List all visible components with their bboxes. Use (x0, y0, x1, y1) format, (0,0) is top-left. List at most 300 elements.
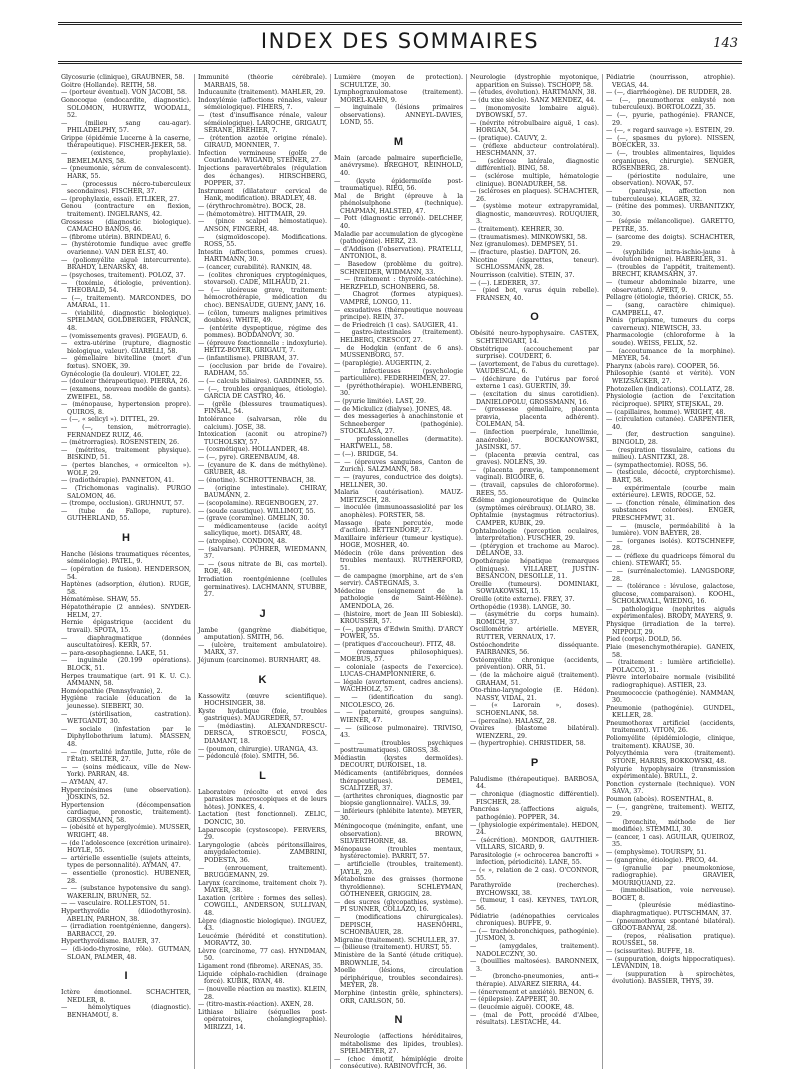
index-entry: — (prophylaxie, essai). ETLIKER, 27. (61, 195, 180, 203)
index-entry: — (colites chroniques cryptogéniques, stovarsol). CADE, MILHAUD, 21. (198, 271, 327, 287)
index-entry: — para-œsophagienne. LAKE, 51. (61, 649, 169, 657)
index-entry: Pharynx (abcès rare). COOPER, 56. (606, 362, 720, 370)
index-entry: Maladie par accumulation de glycogène (pathogénie). HERZ, 23. (334, 230, 463, 246)
index-entry: Lithiase biliaire (séquelles post-opératoires, cholangiographie). MIRIZZI, 14. (198, 1008, 327, 1031)
index-entry: — (—, tension, métrorragie). FERNANDEZ RUIZ, 46. (61, 424, 191, 439)
index-entry: Oreille (tumeurs). DOMINIAKI, SOWIAKOWSKI, 15. (470, 580, 599, 596)
index-entry: Gonocoque (endocardite, diagnostic). SOLOMON, HURWITZ, WOODALL, 52. (61, 97, 191, 120)
index-entry: — (scopolamine). REGENBOGEN, 27. (198, 499, 319, 507)
index-entry: — (sépsie mélancolique). GARETTO, PETRE, 35. (606, 218, 735, 233)
page-number: 143 (713, 36, 738, 51)
index-entry: Neurologie (dystrophie myotonique, apparition en Suisse). TSCHOPP, 58. (470, 74, 599, 89)
index-entry: — (test d'insuffisance rénale, valeur séméiologique). LAROCHE, GRIGAUT, SÉRANE, BRÉHIER, 7. (198, 112, 327, 135)
index-entry: — (enrouement, traitement). BRUGGEMANN, 29. (198, 864, 327, 879)
index-entry: Inducaunite (traitement). MAHLER, 29. (198, 89, 326, 97)
index-entry: — (tumeur, 1 cas). KEYNES, TAYLOR, 56. (470, 897, 599, 912)
index-entry: Ostéomyélite chronique (accidents, prévention). ORR, 51. (470, 656, 599, 672)
index-entry: — (bilieuse (traitement). HURST, 55. (334, 944, 452, 952)
index-entry: — infectieuses (psychologie particulière). FEDERHEIMEN, 27. (334, 367, 463, 382)
index-entry: Glycosurie (clinique), GRAUBNER, 58. (61, 74, 185, 81)
index-entry: Ponction cysternale (technique). VON SAVA, 37. (606, 780, 735, 796)
index-entry: — (réflexe abducteur controlatéral). HESCHMANN, 37. (470, 142, 599, 158)
index-entry: Intolérance (salvarsan, rôle du calcium). JOSE, 38. (198, 416, 327, 431)
index-column (194, 74, 330, 1069)
index-entry: — (Trichomonas vaginalis). PURGO SALOMON, 46. (61, 485, 191, 500)
index-entry: — (hystérotomie fundique avec greffe ovarienne). VAN DER ELST, 40. (61, 241, 191, 256)
index-entry: — (traitement : lumière artificielle). POLACCO, 31. (606, 659, 735, 674)
index-entry: — (—, traitement). MARCONDES, DO AMARAL, 11. (61, 294, 191, 310)
index-entry: — (gangrène, étiologie). PRCO, 44. (606, 856, 718, 864)
index-entry: — — (traitement : thyroïde-catéchine). HERZFELD, SCHONBERG, 58. (334, 276, 463, 291)
index-entry: Hygiène raciale (éducation de la jeunesse). SIEBERT, 30. (61, 695, 191, 710)
index-entry: — (pied bot, varus équin rebelle). FRANSEN, 40. (470, 287, 599, 302)
index-entry: — — (rayures, conductrice des doigts). HELLNER, 30. (334, 474, 463, 489)
index-entry: — (—, papyrus d'Edwin Smith). D'ARCY POWER, 55. (334, 625, 463, 641)
index-entry: — (grave (coramine). GMELIN, 30. (198, 515, 310, 523)
index-entry: — légale (avortement, cadres anciens). WACHHOLZ, 57. (334, 678, 463, 694)
index-entry: Laryngologie (abcès péritonsillaires, amygdalectomie). ZAMBRINI, PODESTA, 36. (198, 841, 327, 864)
index-entry: — (métrites, traitement physique). BISKIND, 51. (61, 446, 191, 462)
index-entry: Poumon (abcès). ROSENTHAL, 8. (606, 795, 714, 803)
index-entry: — (« », relation de 2 cas). O'CONNOR, 55. (470, 867, 599, 882)
index-entry: Herpes traumatique (art. 91 K. U. C.). AMMANN, 58. (61, 672, 191, 688)
index-entry: — (ulcère, traitement ambulatoire). MARX, 37. (198, 641, 327, 657)
index-entry: — pédonculé (foie). SMITH, 56. (198, 753, 299, 761)
index-entry: — Pott (diagnostic erroné). DELCHEF, 40. (334, 215, 463, 230)
index-entry: — Chagrot (formes atypiques). VAMPRÉ, LONGO, 11. (334, 291, 463, 306)
index-entry: — (travail, capsules de chloroforme). REES, 55. (470, 482, 599, 497)
index-entry: Poliomyélite (épidémiologie, clinique, traitement). KRAUSE, 30. (606, 735, 735, 750)
index-entry: — (grêle (blessures traumatiques). FINSAL, 54. (198, 400, 327, 416)
index-entry: Hanche (lésions traumatiques récentes, séméiologie). PATEL, 9. (61, 550, 191, 566)
index-entry: — (suppuration à spirochètes, évolution). BASSIER, THYS, 39. (606, 970, 735, 986)
index-entry: Goitre (Hollande). REITH, 58. (61, 81, 157, 89)
index-entry: — de Hodgkin (enfant de 6 ans). MUSSENBORG, 57. (334, 344, 463, 360)
index-entry: Morphine (intestin grêle, sphincters). ORR, CARLSON, 50. (334, 990, 463, 1005)
index-entry: Philosophie (santé et vérité). VON WEIZSÄCKER, 27. (606, 370, 735, 385)
index-entry: Paludisme (thérapeutique). BARBOSA, 44. (470, 775, 599, 791)
index-entry: Kassowitz (œuvre scientifique). HOCHSINGER, 38. (198, 692, 327, 707)
index-entry: Mal de Bright (épreuve à la phénolsulphone (technique). CHAPMAN, HALSTED, 47. (334, 192, 463, 215)
index-entry: — — (identification du sang). NICOLESCO, 26. (334, 694, 463, 709)
index-entry: Polycythémia vera (traitement). STONE, HARRIS, BOKKOWSKI, 48. (606, 750, 735, 765)
index-entry: Œdème angioneurotique de Quincke (symptômes cérébraux). OLIARO, 38. (470, 497, 599, 512)
index-entry: Leucémie (hérédité et constitution). MORAVTZ, 30. (198, 932, 327, 948)
index-entry: — (—). LEDERER, 37. (470, 279, 541, 287)
index-entry: — Basedow (problème du goitre). SCHNEIDER, WIDMANN, 33. (334, 261, 463, 276)
index-entry: — (paraplégie). AUGERTIN, 2. (334, 359, 432, 367)
index-entry: Orthopédie (1938). LANGE, 30. (470, 603, 571, 611)
index-entry: — (« Larorain », doses). SCHOENLANK, 58. (470, 702, 599, 717)
index-entry: Pénis (priapisme, tumeurs du corps caverneux). NIEWISCH, 33. (606, 317, 735, 332)
index-entry: Homéopathie (Pennsylvanie), 2. (61, 687, 163, 695)
index-entry: — — (mortalité infantile, Jutte, rôle de l'État). SELTER, 27. (61, 748, 191, 763)
index-entry: — (atropine). CONDON, 48. (198, 538, 287, 546)
index-entry: — (salvarsan). PÜHRER, WIEDMANN, 37. (198, 545, 327, 561)
index-entry: — (origine intestinale). CHIRAY, BAUMANN, 2. (198, 484, 327, 500)
index-entry: Intoxication (aconit ou atropine?) TUCHOLSKY, 57. (198, 431, 327, 446)
index-entry: — (broncho-pneumonies, anti-« thérapie). ALVAREZ SIERRA, 44. (470, 973, 599, 988)
index-entry: — (—, pyre). GREENBAUM, 48. (198, 454, 300, 462)
index-entry: — (leucémie aiguë). COOKE, 48. (470, 1003, 575, 1011)
index-entry: — — (surrénalectomie). LANGSDORF, 28. (606, 568, 735, 583)
index-entry: Moelle (lésions, circulation périphérique, troubles secondaires). MEYER, 28. (334, 967, 463, 990)
index-entry: Intestin (affections, pommes crues). HARTMANN, 30. (198, 248, 327, 264)
index-entry: — (amygdales, traitement). NADOLECZNY, 30. (470, 943, 599, 958)
index-entry: — (grossesse gémellaire, placenta prævia, placenta adhérent). COLEMAN, 54. (470, 406, 599, 429)
index-entry: — (capillaires, homme). WRIGHT, 48. (606, 408, 726, 416)
index-entry: Médiastin (kystes dermoïdes). DECOURT, DUROISEL, 18. (334, 754, 463, 770)
index-entry: — (névrite rétrobulbaire aiguë, 1 cas). HORGAN, 54. (470, 119, 599, 135)
index-column (58, 74, 194, 1069)
index-entry: — de Friedreich (1 cas). SAUGIER, 41. (334, 321, 459, 329)
index-entry: — (existence, prophylaxie). BEMELMANS, 58. (61, 150, 191, 165)
index-entry: — d'Addison (l'observation). PRATELLI, ANTONIOL, 8. (334, 245, 463, 261)
index-entry: — (excitation du sinus carotidien). DANIELOPOLU, GROSSMANN, 16. (470, 391, 599, 406)
index-entry: — (médiastin). ALEXANDRESCU-DERSCA, STROESCU, FOSCA, DIAMANT, 18. (198, 722, 327, 745)
index-entry: — artérielle essentielle (sujets atteints, types de personnalité). AYMAN, 47. (61, 854, 191, 870)
index-entry: — (—, « selicyl »). DITTEL, 29. (61, 416, 160, 424)
index-entry: — (poliomyélite aiguë intercurrente). BRAHDY, LENARSKY, 48. (61, 256, 191, 272)
index-entry: — (pratique). CAUVY, 2. (470, 134, 547, 142)
index-entry: Oscillométrie artérielle. MEYER, RUTTER, VERNAUX, 17. (470, 626, 599, 641)
index-entry: — (pneumothorax spontané bilatéral). GROOT-BANYAI, 28. (606, 917, 735, 933)
index-entry: — (psychoses, traitement). POLOZ, 37. (61, 271, 186, 279)
index-entry: — — (muscle, perméabilité à la lumière). VON BAEYER, 28. (606, 522, 735, 537)
index-entry: — exsudatives (thérapeutique nouveau principe). REIN, 37. (334, 306, 463, 322)
index-entry: Haptènes (adsorption, élution). RUGE, 58. (61, 581, 191, 596)
index-entry: — (rétine des pommes). URBANITZKY, 30. (606, 203, 735, 218)
index-entry: — (remarques philosophiques). MOEBUS, 57. (334, 648, 463, 664)
index-entry: Pneumonie (pathogénie). GUNDEL, KELLER, 28. (606, 704, 735, 720)
index-entry: — sociale (infestation par le Diphyllobothrium latum). MASSEN, 48. (61, 725, 191, 748)
index-entry: — (sarcome des doigts). SCHACHTER, 29. (606, 233, 735, 249)
index-entry: — (cancer, 1 cas). AGUILAR, QUEIROZ, 35. (606, 833, 735, 849)
index-entry: Massage (pate percutée, mode d'action). BETTENDORF, 27. (334, 519, 463, 535)
index-entry: — (vomissements graves). PIGEAUD, 6. (61, 332, 188, 340)
index-entry: — (—, pneumothorax enkysté non tuberculeux). BORTOLOZZI, 35. (606, 96, 735, 112)
index-entry: — (physiologie expérimentale). HEDON, 24. (470, 821, 599, 836)
index-entry: — essentielle (pronostic). HUBENER, 28. (61, 870, 191, 885)
index-entry: — (bronchite, méthode de lier modifiée). STEMMLI, 30. (606, 818, 735, 834)
index-entry: Polyurie hypophysaire (transmission expérimentale). BRULL, 2. (606, 765, 735, 780)
page-header (58, 22, 742, 64)
index-entry: — — (silicose pulmonaire). TRIVISO, 43. (334, 724, 463, 739)
index-entry: Lumière (moyen de protection). SCHULTZE, 30. (334, 74, 463, 89)
index-entry: — (—, pyurie, pathogénie). FRANCE, 29. (606, 112, 735, 127)
index-entry: — (avortement, de l'abus du curettage). VAUDESCAL, 6. (470, 360, 599, 376)
index-entry: Laxation (critère : formes des selles). COWGILL, ANDERSON, SULLIVAN, 48. (198, 894, 327, 917)
index-entry: Médecin (rôle dans prévention des troubles mentaux). RUTHERFORD, 51. (334, 549, 463, 572)
index-entry: Maxillaire inférieur (tumeur kystique). HOGE, MOSHER, 40. (334, 534, 463, 550)
index-entry: — (milieu sang cau-agar). PHILADELPHY, 57. (61, 119, 191, 135)
section-letter: M (393, 135, 404, 148)
index-entry: Grossesse (diagnostic biologique). CAMACHO BANOS, 46. (61, 218, 191, 234)
index-entry: — — (fonction rénale, élimination des substances colorées). ENGER, PRESCHFMWT, 31. (606, 499, 735, 522)
index-entry: Pneumothorax artificiel (accidents, traitement). VITON, 26. (606, 719, 735, 735)
index-entry: Migraine (traitement). SCHULLER, 37. (334, 936, 460, 944)
index-entry: Plaie (mesenchymothérapie). GANEIX, 58. (606, 644, 735, 659)
index-entry: — (porteur éventuel). VON JACOBI, 58. (61, 89, 188, 97)
index-entry: Pancréas (affections aiguës, pathogénie). POPPER, 34. (470, 806, 599, 821)
index-entry: — (arthrites chroniques, diagnostic par biopsie ganglionnaire). VALLS, 39. (334, 792, 463, 808)
index-entry: — médicamenteuse (acide acétyl salicylique, mort). DISARY, 48. (198, 522, 327, 538)
index-entry: — (pyurie limitée). LAST, 29. (334, 397, 426, 405)
index-entry: Nourrisson (calvitie). STEIN, 37. (470, 272, 575, 279)
index-entry: — (fracture, plastie). DAPTON, 26. (470, 249, 581, 257)
index-entry: Parasitologie (« ochrocerea bancrofti » infection, périodicité). LANE, 55. (470, 851, 599, 867)
index-entry: — (ptérygion et trachome au Maroc). DELANOE, 33. (470, 542, 599, 558)
index-entry: Ostéochondrite disséquante. FAIRBANKS, 56. (470, 641, 599, 657)
index-entry: — — (épreuves sanguines, Canton de Zurich). SALZMANN, 58. (334, 458, 463, 474)
index-entry: — (tube de Fallope, rupture). GUTHERLAND, 55. (61, 507, 191, 523)
index-entry: — (ménopause, hypertension propre). QUIROS, 8. (61, 401, 191, 416)
index-entry: — (di-iodo-thyrosine, rôle). GUTMAN, SLOAN, PALMER, 48. (61, 946, 191, 961)
section-letter: I (124, 970, 128, 983)
index-entry: — (scléroses en plaques). SCHACHTER, 26. (470, 188, 599, 203)
index-entry: — (processus nécro-tuberculeux secondaires). FISCHER, 37. (61, 180, 191, 195)
index-entry: — (immobilisation, voie nerveuse). BOGET, 8. (606, 887, 735, 902)
index-entry: — (douleur thérapeutique). PIERRA, 26. (61, 378, 190, 386)
index-entry: — (viabilité, diagnostic biologique). SPIELMAN, GOLDBERGER, FRANCK, 48. (61, 309, 191, 332)
index-entry: — (rétention azotée origine rénale). GIRAUD, MONNIER, 7. (198, 134, 327, 150)
index-entry: — gémellaire bivitelline (mort d'un fœtus). SNOEK, 39. (61, 355, 191, 370)
index-entry: — des messageries à anachinstonie et Schneeberger (pathogénie). STOCKLASA, 27. (334, 413, 463, 436)
index-entry: — (pyréthothérapie). WOHLENBERG, 30. (334, 382, 463, 398)
index-entry: — (énotine). SCHROTTENBACH, 38. (198, 476, 316, 484)
index-entry: — (scissurites). BUFFE, 18. (606, 947, 695, 955)
index-entry: — inférieurs (phlébite latente). MEYER, 30. (334, 807, 463, 823)
index-entry: — inguinale (lésions primaires observations). ANNEYL-DAVIES, LOND, 55. (334, 104, 463, 127)
index-entry: — chronique (diagnostic différentiel). FISCHER, 28. (470, 791, 599, 806)
index-entry: Obésité neuro-hypophysaire. CASTEX, SCHTEINGART, 14. (470, 330, 599, 345)
index-entry: — (fibrome utérin). BRINDEAU, 6. (61, 233, 171, 241)
index-entry: — (pneumonie, sérum de convalescent). HARK, 55. (61, 165, 191, 180)
index-entry: — (placenta prævia, tamponnement vaginal). BIGOIRE, 6. (470, 466, 599, 482)
index-entry: Pédiatrie (adénopathies cervicales chroniques). BUFFE, 9. (470, 912, 599, 928)
index-entry: Pharmacologie (chloroforme à la soude). WEISS, FELIX, 52. (606, 332, 735, 347)
index-entry: — — (tolérance : lévulose, galactose, glucose, comparaison). KOOHL, SCHOLKWALL, WIEDNG, 16. (606, 583, 735, 606)
index-entry: — (monomyosite lombaire aiguë). DYBOWSKI, 57. (470, 104, 599, 120)
section-letter: O (530, 311, 539, 324)
index-entry: — (respiration tissulaire, cations du milieu). LASNITZKI, 28. (606, 446, 735, 462)
index-entry: — (asymétrie du corps humain). ROMICH, 37. (470, 611, 599, 626)
index-entry: Ictère émotionnel. SCHACHTER, NEDLER, 8. (61, 989, 191, 1004)
index-entry: Médicaments (antifébriques, données thérapeutiques). DEMEL, SCALITZER, 37. (334, 770, 463, 793)
index-entry: — — (substance hypotensive du sang). WAKERLIN, BRUNER, 52. (61, 885, 191, 900)
index-entry: Hyperthyroïdie (diiodothyrosin). ABELIN, PARHON, 38. (61, 908, 191, 923)
index-entry: — (accoutumance de la morphine). MEYER, 54. (606, 347, 735, 363)
index-entry: Photozellen (indications). COLLATZ, 28. (606, 385, 735, 393)
index-entry: — (—, troubles alimentaires, liquides organiques, chirurgie). SENGER, ROSENBERG, 28. (606, 150, 735, 173)
index-entry: Indoxylémie (affections rénales, valeur séméiologique). FIHERS, 7. (198, 96, 327, 112)
index-entry: — hémolytiques (diagnostic). BENHAMOU, 8. (61, 1004, 191, 1019)
index-entry: — (sang, caractère chimique). CAMPBELL, 47. (606, 302, 735, 317)
index-entry: — (paralysie, affection non tuberculeuse). KLAGER, 32. (606, 188, 735, 203)
index-entry: Irradiation roentgénienne (cellules germinatives). LACHMANN, STUBBE, 27. (198, 576, 327, 599)
index-entry: Ophtalmologie (perception oculaires, interprétation). FUSCHER, 29. (470, 527, 599, 543)
index-entry: Plèvre interlobaire normale (visibilité radiographique). ASTIER, 23. (606, 674, 735, 689)
index-entry: Malaria (cautérisation). MAUZ-MIETZSCH, 28. (334, 489, 463, 504)
index-entry: Physique (irradiation de la terre). NIPPOLT, 29. (606, 621, 735, 636)
index-entry: — (granulie par pneumokoniose, radiographie). GRAVIER, MOURIQUAND, 22. (606, 864, 735, 887)
index-entry: — expérimentale (courbe main extérieure). LEWIS, ROCGE, 52. (606, 484, 735, 500)
index-entry: — (du xixe siècle). SANZ MENDEZ, 44. (470, 96, 596, 104)
index-entry: Parathyroïde (recherches). BYCHOWSKI, 38. (470, 882, 599, 897)
index-entry: Hernie épigastrique (accident du travail). SPOTA, 15. (61, 619, 191, 634)
index-entry: Genou (contracture en flexion, traitement). INGELRANS, 42. (61, 203, 191, 218)
index-entry: — (mal de Pott, procédé d'Albee, résultats). LESTACHE, 44. (470, 1011, 599, 1027)
index-entry: — (—, diarrhéogène). DE RUDDER, 28. (606, 89, 732, 97)
index-entry: Physiologie (action de l'excitation réciproque). SPIRY, STEJSKAL, 29. (606, 393, 735, 408)
index-entry: Injections paravertébrales (régulation des échanges). HIRSCHBERG, POPPER, 37. (198, 165, 327, 188)
index-entry: — artificielle (troubles, traitement). JAYLE, 29. (334, 861, 463, 876)
index-entry: — (circulation cutanée). CARPENTIER, 40. (606, 416, 735, 431)
index-entry: Hypercinésimes (une observation). JOSKINS, 52. (61, 786, 191, 802)
index-entry: — (de la mâchoire aiguë (traitement). GRAHAM, 51. (470, 672, 599, 687)
index-entry: — (sclérose multiple, hématologie clinique). BONADUREH, 58. (470, 173, 599, 188)
index-entry: — (épreuve fonctionnelle : indoxylurie). HEITZ-BOYER, GRIGAUT, 7. (198, 339, 327, 355)
index-entry: — — (troubles psychiques posttraumatiques). GROSS, 38. (334, 739, 463, 755)
index-entry: — (occlusion par bride de l'ovaire). RADHAM, 55. (198, 362, 327, 378)
index-entry: Pneumococcie (pathogénie). NAMMAN, 30. (606, 689, 735, 705)
index-entry: Obstétrique (accouchement par surprise). COUDERT, 6. (470, 345, 599, 361)
index-entry: — (percaïne). HALASZ, 28. (470, 717, 557, 725)
section-letter: L (259, 769, 266, 782)
index-entry: — (nouvelle réaction au mastix). KLEIN, 28. (198, 986, 327, 1001)
index-entry: Opothérapie hépatique (remarques cliniques). VILLARET, JUSTIN-BESANCON, DESOILLE, 11. (470, 558, 599, 580)
index-entry: — — vasculaire. ROLLESTON, 51. (61, 900, 170, 908)
index-entry: — (périostite nodulaire, une observation). NOVAK, 57. (606, 172, 735, 188)
index-entry: — (irradiation roentgénienne, dangers). BARBACCI, 29. (61, 923, 191, 938)
index-entry: Infection vermineuse (golfe de Courlande). WIGAND, STEINER, 27. (198, 149, 327, 165)
index-entry: Médecine (enseignement de la pathologie de Saint-Hélène). AMENDOLA, 26. (334, 587, 463, 610)
index-entry: — (pince scalpel hémostatique). ANSON, FINGERH, 48. (198, 218, 327, 233)
index-entry: Laparoscopie (cystoscope). FERVERS, 29. (198, 826, 327, 842)
index-entry: — (sécrétion). MONDOR, GAUTHIER-VILLARS, SICARD, 9. (470, 836, 599, 852)
index-entry: — (syphilide intra-ischio-jaune à évolution bénigne). HABERLER, 31. (606, 248, 735, 264)
index-column (602, 74, 738, 1069)
index-entry: — (tumeur abdominale bizarre, une observation). APERT, 9. (606, 279, 735, 294)
index-entry: Hématémèse. SHAW, 55. (61, 596, 141, 604)
index-entry: — (soude caustique). WILLIMOT, 55. (198, 507, 316, 515)
index-entry: — (kyste épidermoïde post-traumatique). RIEG, 56. (334, 177, 463, 193)
index-entry: Lèvre (carcinome, 77 cas). HYNDMAN, 50. (198, 947, 327, 963)
index-entry: — (modifications chirurgicales). DEPISCH, HASENÖHRL, SCHONBAUER, 28. (334, 914, 463, 937)
index-entry: — extra-utérine (rupture, diagnostic biologique, valeur). GIARELLI, 58. (61, 340, 191, 355)
index-entry: — (infection puerpérale, lunellimie, anaérobie). BOCKANOWSKI, JASINSKI, 57. (470, 429, 599, 451)
index-entry: Immunité (théorie cérébrale). MARBAIS, 58. (198, 74, 327, 89)
index-entry: Hyperthyroïdisme. BAUER, 37. (61, 938, 161, 946)
index-entry: — — (réflexe du quadriceps fémoral du chien). STEWART, 55. (606, 552, 735, 568)
index-entry: — (traitement). KEHRER, 30. (470, 226, 564, 234)
index-entry: — — (organes isolés). KOTSCHNEFF, 28. (606, 537, 735, 553)
index-entry: — (troubles de l'appétit, traitement). BRECHT, KRAMSAHN, 37. (606, 263, 735, 279)
index-entry: — (repos, réalisation pratique). ROUSSEL, 58. (606, 932, 735, 948)
index-entry: — professionnelles (dermatite). HARTWELL, 58. (334, 435, 463, 451)
index-entry: — (bouillies maltosées). BARONNEIX, 3. (470, 958, 599, 973)
index-column (330, 74, 466, 1069)
index-entry: — (poumon, chirurgie). URANGA, 43. (198, 745, 319, 753)
index-entry: — (obésité et hyperglycémie). MUSSER, WRIGHT, 48. (61, 824, 191, 839)
index-entry: — (choc émotif, hémiplégie droite consécutive). RABINOVITCH, 36. (334, 1055, 463, 1069)
index-entry: — (entérite dyspeptique, régime des pommes). BODDANOVY, 30. (198, 324, 327, 340)
index-entry: Grippe (épidémie Lucerne à la caserne, thérapeutique). FISCHER-JEKER, 58. (61, 134, 191, 150)
index-entry: Gynécologie (la douleur). VIOLET, 22. (61, 370, 182, 378)
index-entry: — (pertes blanches, « ormicelton »). WOLF, 29. (61, 462, 191, 477)
index-entry: — (histoire, mort de Jean III Sobieski). KROUSSER, 57. (334, 610, 463, 625)
index-entry: — (— calculs biliaires). GARDINER, 55. (198, 377, 325, 385)
index-entry: — des sucres (glycopathies, système). PI SUNNER, COLLAZO, 16. (334, 898, 463, 914)
index-entry: — — (soins médicaux, ville de New-York). PARRAN, 48. (61, 763, 191, 779)
section-letter: H (122, 531, 130, 544)
index-entry: Hypertension (décompensation cardiaque, pronostic, traitement). GROSSMANN, 58. (61, 801, 191, 824)
index-entry: — (—, « regard sauvage »). ESTEIN, 29. (606, 127, 735, 135)
index-entry: — (de l'adolescence (excrétion urinaire). HOYLE, 55. (61, 839, 191, 855)
section-letter: P (530, 756, 539, 769)
index-entry: — (placenta prævia central, cas graves). NOLENS, 39. (470, 451, 599, 467)
index-entry: Pied (corps). DOLD, 56. (606, 636, 682, 644)
index-entry: Métabolisme des graisses (hormone thyroïdienne). SCHLEYMAN, GOTHENEER, GRIGGIN, 28. (334, 876, 463, 899)
index-entry: — (sympathectomie). ROSS, 56. (606, 461, 708, 469)
section-letter: N (394, 1014, 403, 1026)
index-entry: — (cosmétique). HOLLANDER, 48. (198, 446, 310, 454)
index-columns (58, 74, 742, 1069)
index-entry: Liquide céphalo-rachidien (drainage forcé). KUBIK, RYAN, 48. (198, 970, 327, 986)
index-entry: Instrument (dilatateur cervical de Hank, modification). BRADLEY, 48. (198, 187, 327, 203)
index-entry: Oreille (otite externe). FREY, 37. (470, 595, 575, 603)
index-entry: Ophtalmie (nystagmus rétractorius). CAMPER, KUBIK, 29. (470, 512, 599, 527)
index-entry: — AYMAN, 47. (61, 778, 108, 786)
index-entry: — diaphragmatique (données auscultatoires). KERR, 57. (61, 634, 191, 649)
index-entry: — (système moteur extrapyramidal, diagnostic, manœuvres). ROUQUIER, 3. (470, 203, 599, 226)
index-entry: Neurologie (affections héréditaires, métabolisme des lipides, troubles). SPIELMEYER, 27. (334, 1033, 463, 1055)
index-entry: — inguinale (20.199 opérations). BLOCK, 51. (61, 657, 191, 672)
index-entry: — de Mickulicz (dialyse). JONES, 48. (334, 405, 452, 413)
index-entry: Hépatothérapie (2 années). SNYDER-HELM, 27. (61, 604, 191, 619)
index-entry: Lactation (test fonctionnel). ZELIC, DONCIC, 30. (198, 811, 327, 826)
index-entry: — (hémotomètre). HITTMAIR, 29. (198, 210, 307, 218)
index-entry: — inoculée (immunoassasiolité par les anophèles). FORSTER, 58. (334, 504, 463, 519)
index-entry: — (suppuration, doigts hippocratiques). LÉVANDIN, 18. (606, 955, 735, 971)
index-entry: Jéjunum (carcinome). BURNHART, 48. (198, 657, 321, 664)
index-entry: Méningocoque (méningite, enfant, une observation). BROWN, SILVERTHORNE, 48. (334, 823, 463, 846)
page-title: INDEX DES SOMMAIRES (260, 29, 540, 53)
index-entry: Jambe (gangrène diabétique, amputation). SMITH, 56. (198, 626, 327, 642)
index-entry: — (fer, destruction sanguine). BINGOLD, 28. (606, 431, 735, 446)
index-entry: — (testicule, décocté, cryptorchisme). BART, 58. (606, 469, 735, 484)
index-entry: Pellagre (étiologie, théorie). CRICK, 55. (606, 294, 734, 302)
index-entry: — (—, gangrène, traitement). WEITZ, 29. (606, 803, 735, 819)
index-entry: — (pleurésie médiastino-diaphragmatique). PUTSCHMAN, 37. (606, 902, 735, 917)
index-entry: — (hypertrophie). CHRISTIDER, 58. (470, 740, 586, 748)
index-entry: Kyste hydatique (foie, troubles gastriques). MAUGREDER, 57. (198, 707, 327, 723)
index-entry: — (toxémie, étiologie, prévention). THEOBALD, 54. (61, 279, 191, 294)
index-entry: — (études, évolution). HARTMANN, 38. (470, 89, 597, 97)
index-entry: — (métrorragies). ROSENSTEIN, 26. (61, 439, 180, 447)
index-entry: — pathologique (nephrites aiguës expérimentales). BRODY, MAYERS, 9. (606, 605, 735, 621)
index-entry: — (côlon, tumeurs malignes primitives doubles). WHITE, 49. (198, 309, 327, 324)
index-entry: — (érythrochromètre). BOCK, 28. (198, 203, 306, 210)
index-entry: Laboratoire (récolte et envoi des parasites macroscopiques et de leurs hôtes). JONKES, 4. (198, 788, 327, 811)
index-entry: Nez (granulomes). DEMPSEY, 51. (470, 241, 578, 249)
index-entry: — (traumatismes). MINKOWSKI, 58. (470, 233, 588, 241)
index-entry: — (opération de fusion). HENDERSON, 54. (61, 566, 191, 581)
index-entry: Pédiatrie (nourrisson, atrophie). VEGAS, 44. (606, 74, 735, 89)
index-entry: — de campagne (morphine, art de s'en servir). CASTEGNAIS, 3. (334, 572, 463, 588)
index-entry: — (pratiques d'accoucheur). FITZ, 48. (334, 640, 456, 648)
index-entry: Oto-rhino-laryngologie (E. Hédon). NASSY, VIDAL, 21. (470, 687, 599, 702)
